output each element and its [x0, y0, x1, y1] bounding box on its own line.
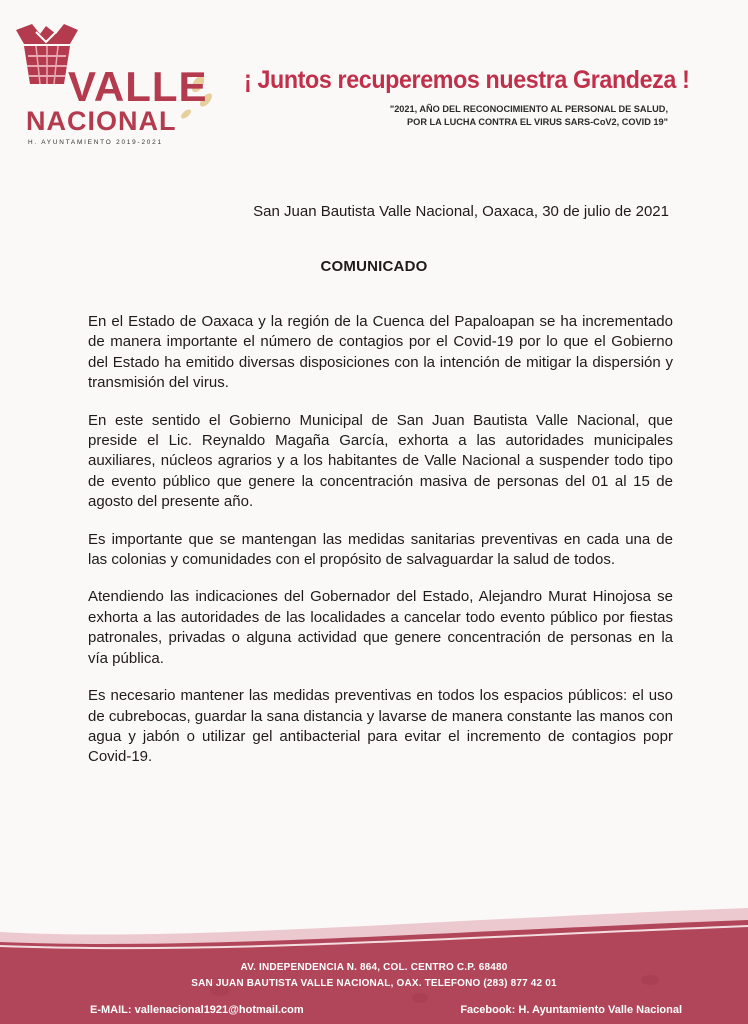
slogan: ¡ Juntos recuperemos nuestra Grandeza !: [244, 66, 690, 94]
year-motto: [390, 103, 668, 129]
footer-facebook: Facebook: H. Ayuntamiento Valle Nacional: [460, 1004, 682, 1016]
document-title: COMUNICADO: [320, 258, 428, 275]
paragraph: Es necesario mantener las medidas preventivas en todos los espacios públicos: el uso de cubrebocas, guardar la sana distancia y lavarse de manera constante las manos con agua y jabón o utilizar gel antibacterial para evitar el incremento de contagios popr Covid-19.: [88, 687, 673, 766]
logo-subtitle: H. AYUNTAMIENTO 2019-2021: [28, 139, 163, 146]
footer-email: E-MAIL: vallenacional1921@hotmail.com: [90, 1004, 304, 1016]
paragraph: Es importante que se mantengan las medidas sanitarias preventivas en cada una de las colonias y comunidades con el propósito de salvaguardar la salud de todos.: [88, 530, 673, 569]
footer-band: [0, 880, 748, 1024]
year-motto-line: POR LA LUCHA CONTRA EL VIRUS SARS-CoV2, COVID 19": [407, 117, 668, 127]
paragraph: Atendiendo las indicaciones del Gobernador del Estado, Alejandro Murat Hinojosa se exhorta a las autoridades de las localidades a cancelar todo evento público por fiestas patronales, privadas o alguna actividad que genere concentración de personas en la vía pública.: [88, 588, 673, 667]
paragraph: En el Estado de Oaxaca y la región de la Cuenca del Papaloapan se ha incrementado de manera importante el número de contagios por el Covid-19 por lo que el Gobierno del Estado ha emitido diversas disposiciones con la intención de mitigar la dispersión y transmisión del virus.: [88, 313, 673, 392]
footer-address-line2: SAN JUAN BAUTISTA VALLE NACIONAL, OAX. TELEFONO (283) 877 42 01: [191, 977, 557, 989]
footer-address-line1: AV. INDEPENDENCIA N. 864, COL. CENTRO C.P. 68480: [240, 961, 508, 973]
logo-line1: VALLE: [68, 63, 208, 110]
date-line: San Juan Bautista Valle Nacional, Oaxaca, 30 de julio de 2021: [253, 203, 669, 220]
document-body: [88, 312, 673, 785]
municipal-logo: [6, 22, 216, 152]
logo-line2: NACIONAL: [26, 106, 177, 136]
year-motto-line: "2021, AÑO DEL RECONOCIMIENTO AL PERSONAL DE SALUD,: [389, 104, 668, 114]
paragraph: En este sentido el Gobierno Municipal de San Juan Bautista Valle Nacional, que preside el Lic. Reynaldo Magaña García, exhorta a las autoridades municipales auxiliares, núcleos agrarios y a los habitantes de Valle Nacional a suspender todo tipo de evento público que genere la concentración masiva de personas del 01 al 15 de agosto del presente año.: [88, 411, 673, 511]
